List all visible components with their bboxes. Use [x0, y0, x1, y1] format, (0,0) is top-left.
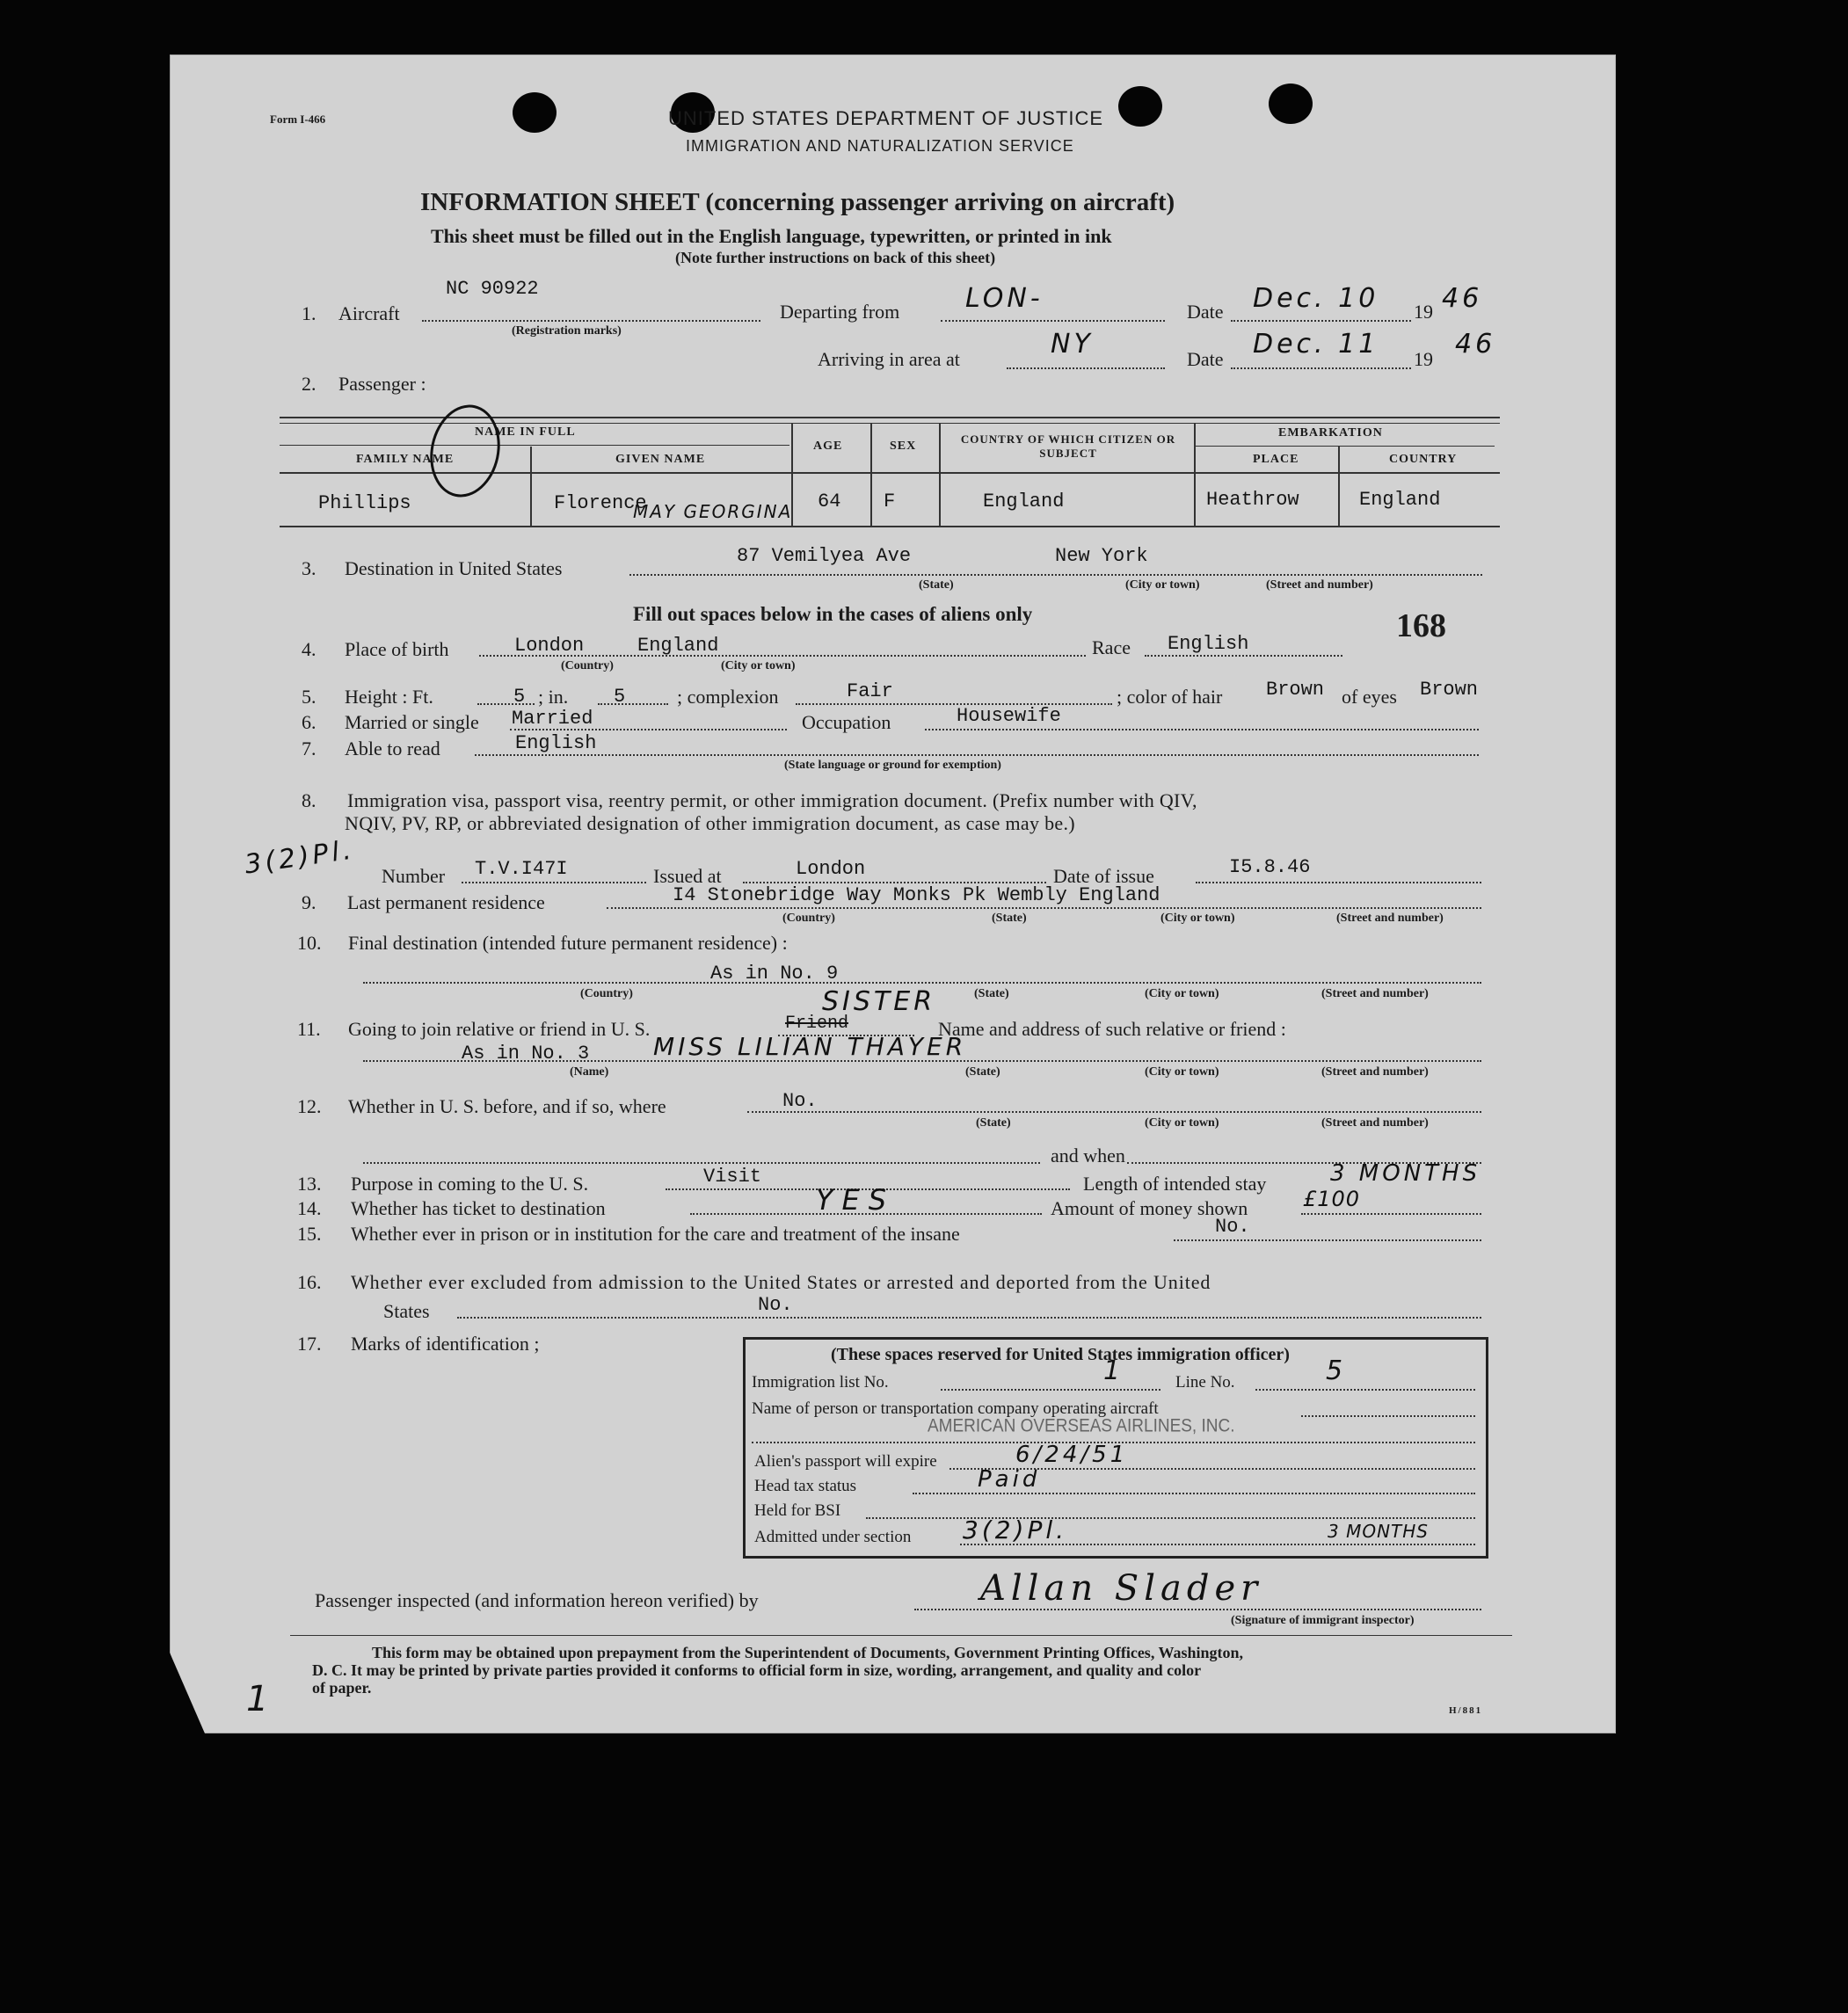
inspected-label: Passenger inspected (and information hereon verified) by	[315, 1589, 759, 1611]
hair-label: ; color of hair	[1117, 686, 1223, 708]
blank-line	[690, 1213, 1042, 1215]
read-value: English	[515, 732, 597, 754]
excluded-value: No.	[758, 1294, 793, 1316]
join-value-handwritten: SISTER	[822, 986, 936, 1017]
item-number: 7.	[302, 738, 316, 759]
section-extra: 3 MONTHS	[1328, 1521, 1429, 1542]
departure-date: Dec. 10	[1253, 283, 1379, 314]
blank-line	[1174, 1239, 1481, 1241]
col-sex: SEX	[890, 440, 917, 453]
issued-value: London	[796, 858, 866, 880]
caption-state: (State)	[965, 1065, 1000, 1079]
visa-text-line1: Immigration visa, passport visa, reentry permit, or other immigration document. (Prefix number with QIV,	[347, 789, 1197, 811]
aircraft-label: Aircraft	[338, 302, 400, 324]
blank-line	[925, 729, 1479, 730]
footer-line1: This form may be obtained upon prepayment from the Superintendent of Documents, Government Printing Offices, Washington,	[372, 1644, 1244, 1661]
caption-language: (State language or ground for exemption)	[784, 759, 1001, 772]
stamp-number: 168	[1396, 607, 1446, 644]
caption-city: (City or town)	[1125, 578, 1200, 592]
blank-line	[363, 1162, 1040, 1164]
arrival-date-label: Date	[1187, 348, 1224, 370]
arrival-date: Dec. 11	[1253, 329, 1379, 360]
item-number: 1.	[302, 302, 316, 324]
purpose-value: Visit	[703, 1166, 762, 1188]
height-ft: 5	[513, 686, 526, 708]
blank-line	[462, 882, 646, 883]
footer-line3: of paper.	[312, 1679, 372, 1697]
col-country-citizen: COUNTRY OF WHICH CITIZEN OR SUBJECT	[960, 432, 1176, 460]
caption-city: (City or town)	[721, 659, 796, 672]
destination-street: 87 Vemilyea Ave	[737, 545, 912, 567]
read-label: Able to read	[345, 738, 440, 759]
residence-value: I4 Stonebridge Way Monks Pk Wembly England	[673, 884, 1160, 906]
punch-hole	[1118, 86, 1162, 127]
given-name-handwritten: MAY GEORGINA	[633, 501, 793, 522]
blank-line	[422, 320, 760, 322]
col-age: AGE	[813, 440, 843, 453]
occupation-value: Housewife	[957, 705, 1061, 727]
blank-line	[941, 1389, 1160, 1391]
birth-label: Place of birth	[345, 638, 449, 660]
footer-line2: D. C. It may be printed by private parties provided it conforms to official form in size, wording, arrangement, and quality and color	[312, 1661, 1202, 1679]
blank-line	[960, 1544, 1475, 1545]
blank-line	[743, 882, 1046, 883]
service-name: IMMIGRATION AND NATURALIZATION SERVICE	[686, 137, 1074, 155]
bsi-label: Held for BSI	[754, 1501, 841, 1520]
page-subtitle: This sheet must be filled out in the English language, typewritten, or printed in ink	[431, 225, 1112, 247]
margin-mark: 1	[246, 1679, 273, 1719]
officer-box-heading: (These spaces reserved for United States immigration officer)	[831, 1345, 1290, 1364]
blank-line	[1255, 1389, 1475, 1391]
section-value: 3(2)Pl.	[963, 1515, 1068, 1544]
item-number: 10.	[297, 932, 322, 954]
table-col-rule	[939, 423, 941, 526]
caption-state: (State)	[976, 1116, 1011, 1130]
table-rule	[1196, 446, 1495, 447]
blank-line	[598, 703, 668, 705]
excluded-label-line2: States	[383, 1300, 430, 1322]
marks-label: Marks of identification ;	[351, 1333, 540, 1355]
prison-value: No.	[1215, 1216, 1250, 1238]
relative-name-label: Name and address of such relative or friend :	[938, 1018, 1286, 1040]
table-rule	[280, 526, 1500, 527]
head-tax-value: Paid	[978, 1466, 1041, 1493]
caption-city: (City or town)	[1145, 1116, 1219, 1130]
caption-street: (Street and number)	[1336, 912, 1444, 925]
issue-date-value: I5.8.46	[1229, 856, 1311, 878]
stay-value: 3 MONTHS	[1330, 1160, 1481, 1187]
caption-city: (City or town)	[1145, 1065, 1219, 1079]
complexion-label: ; complexion	[677, 686, 779, 708]
signature-caption: (Signature of immigrant inspector)	[1231, 1614, 1415, 1627]
blank-line	[363, 1060, 1481, 1062]
caption-state: (State)	[974, 987, 1009, 1000]
stay-label: Length of intended stay	[1083, 1173, 1267, 1195]
blank-line	[1301, 1213, 1481, 1215]
visa-number-label: Number	[382, 865, 446, 887]
blank-line	[1231, 367, 1411, 369]
list-value: 1	[1103, 1355, 1124, 1386]
purpose-label: Purpose in coming to the U. S.	[351, 1173, 589, 1195]
ticket-value: YES	[816, 1183, 896, 1217]
caption-city: (City or town)	[1160, 912, 1235, 925]
prison-label: Whether ever in prison or in institution for the care and treatment of the insane	[351, 1223, 960, 1245]
when-label: and when	[1051, 1145, 1125, 1166]
list-label: Immigration list No.	[752, 1373, 889, 1392]
age-value: 64	[818, 491, 841, 512]
ticket-label: Whether has ticket to destination	[351, 1197, 606, 1219]
table-col-rule	[870, 423, 872, 526]
item-number: 8.	[302, 789, 316, 811]
col-family-name: FAMILY NAME	[356, 453, 455, 466]
footer-rule	[290, 1635, 1512, 1636]
departing-label: Departing from	[780, 301, 900, 323]
page-title: INFORMATION SHEET (concerning passenger arriving on aircraft)	[420, 188, 1175, 216]
blank-line	[363, 982, 1481, 984]
item-number: 14.	[297, 1197, 322, 1219]
caption-street: (Street and number)	[1321, 1065, 1429, 1079]
visa-margin-note: 3(2)Pl.	[243, 834, 357, 881]
print-code: H/881	[1449, 1705, 1483, 1716]
inch-label: ; in.	[538, 686, 569, 708]
line-value: 5	[1326, 1355, 1347, 1386]
arrival-year: 46	[1455, 329, 1496, 360]
blank-line	[479, 655, 1086, 657]
punch-hole	[1269, 84, 1313, 124]
dept-name: UNITED STATES DEPARTMENT OF JUSTICE	[668, 107, 1104, 129]
residence-label: Last permanent residence	[347, 891, 545, 913]
col-given-name: GIVEN NAME	[615, 453, 706, 466]
item-number: 15.	[297, 1223, 322, 1245]
eyes-value: Brown	[1420, 679, 1479, 701]
birth-city: England	[637, 635, 719, 657]
item-number: 9.	[302, 891, 316, 913]
table-col-rule	[530, 447, 532, 526]
departure-year: 46	[1442, 283, 1483, 314]
money-value: £100	[1303, 1187, 1361, 1211]
aliens-heading: Fill out spaces below in the cases of aliens only	[633, 603, 1033, 625]
line-label: Line No.	[1175, 1373, 1235, 1392]
head-tax-label: Head tax status	[754, 1477, 857, 1495]
race-label: Race	[1092, 636, 1131, 658]
section-label: Admitted under section	[754, 1528, 912, 1546]
col-embarkation: EMBARKATION	[1278, 426, 1383, 440]
arriving-value: NY	[1051, 329, 1094, 360]
caption-state: (State)	[992, 912, 1027, 925]
inspector-signature: Allan Slader	[980, 1568, 1263, 1609]
caption-street: (Street and number)	[1266, 578, 1373, 592]
married-label: Married or single	[345, 711, 479, 733]
blank-line	[607, 907, 1481, 909]
eyes-label: of eyes	[1342, 686, 1397, 708]
caption-city: (City or town)	[1145, 987, 1219, 1000]
caption-street: (Street and number)	[1321, 987, 1429, 1000]
blank-line	[477, 703, 535, 705]
caption-country: (Country)	[561, 659, 614, 672]
table-col-rule	[1194, 423, 1196, 526]
final-destination-value: As in No. 9	[710, 963, 839, 985]
torn-corner	[170, 1653, 205, 1733]
visa-text-line2: NQIV, PV, RP, or abbreviated designation of other immigration document, as case may be.)	[345, 812, 1075, 834]
birth-country: London	[514, 635, 585, 657]
blank-line	[1231, 320, 1411, 322]
blank-line	[510, 729, 787, 730]
item-number: 2.	[302, 373, 316, 395]
caption-country: (Country)	[782, 912, 835, 925]
visa-number: T.V.I47I	[475, 858, 568, 880]
table-col-rule	[1338, 447, 1340, 526]
item-number: 5.	[302, 686, 316, 708]
form-number: Form I-466	[270, 113, 326, 126]
final-destination-label: Final destination (intended future permanent residence) :	[348, 932, 788, 954]
embark-country-value: England	[1359, 489, 1441, 511]
blank-line	[1196, 882, 1481, 883]
married-value: Married	[512, 708, 593, 730]
issued-label: Issued at	[653, 865, 722, 887]
join-label: Going to join relative or friend in U. S.	[348, 1018, 651, 1040]
col-name-in-full: NAME IN FULL	[475, 425, 576, 439]
blank-line	[475, 754, 1479, 756]
blank-line	[941, 320, 1165, 322]
item-number: 13.	[297, 1173, 322, 1195]
relative-name-value: As in No. 3	[462, 1043, 590, 1065]
page-note: (Note further instructions on back of this sheet)	[675, 249, 996, 266]
blank-line	[629, 574, 1482, 576]
caption-country: (Country)	[580, 987, 633, 1000]
occupation-label: Occupation	[802, 711, 891, 733]
hair-value: Brown	[1266, 679, 1325, 701]
item-number: 6.	[302, 711, 316, 733]
relative-name-handwritten: MISS LILIAN THAYER	[653, 1032, 967, 1061]
destination-label: Destination in United States	[345, 557, 563, 579]
passport-expire-value: 6/24/51	[1015, 1442, 1129, 1468]
caption-state: (State)	[919, 578, 954, 592]
date-label: Date	[1187, 301, 1224, 323]
before-value: No.	[782, 1090, 818, 1112]
blank-line	[457, 1317, 1481, 1319]
departing-value: LON-	[965, 283, 1044, 314]
money-label: Amount of money shown	[1051, 1197, 1248, 1219]
blank-line	[747, 1111, 1481, 1113]
punch-hole	[513, 92, 557, 133]
item-number: 4.	[302, 638, 316, 660]
col-emb-country: COUNTRY	[1389, 453, 1458, 466]
blank-line	[1301, 1415, 1475, 1417]
height-label: Height : Ft.	[345, 686, 433, 708]
aircraft-value: NC 90922	[446, 278, 539, 300]
sex-value: F	[884, 491, 896, 512]
passenger-label: Passenger :	[338, 373, 426, 395]
caption-name: (Name)	[570, 1065, 609, 1079]
item-number: 11.	[297, 1018, 321, 1040]
registration-caption: (Registration marks)	[512, 324, 622, 338]
blank-line	[866, 1517, 1475, 1519]
table-rule	[280, 445, 789, 446]
citizen-country-value: England	[983, 491, 1065, 512]
arriving-label: Arriving in area at	[818, 348, 960, 370]
item-number: 16.	[297, 1271, 322, 1293]
issue-date-label: Date of issue	[1053, 865, 1154, 887]
height-in: 5	[614, 686, 626, 708]
before-label: Whether in U. S. before, and if so, where	[348, 1095, 666, 1117]
col-place: PLACE	[1253, 453, 1299, 466]
blank-line	[914, 1609, 1481, 1610]
item-number: 3.	[302, 557, 316, 579]
excluded-label-line1: Whether ever excluded from admission to the United States or arrested and deported from the United	[351, 1271, 1211, 1293]
blank-line	[796, 703, 1112, 705]
item-number: 17.	[297, 1333, 322, 1355]
join-value-struck: Friend	[785, 1014, 849, 1034]
blank-line	[1007, 367, 1165, 369]
given-name-value: Florence	[554, 492, 647, 514]
company-stamp: AMERICAN OVERSEAS AIRLINES, INC.	[928, 1415, 1235, 1436]
arrival-year-prefix: 19	[1414, 348, 1433, 370]
year-prefix: 19	[1414, 301, 1433, 323]
blank-line	[913, 1493, 1475, 1494]
item-number: 12.	[297, 1095, 322, 1117]
blank-line	[1145, 655, 1342, 657]
race-value: English	[1168, 633, 1249, 655]
embark-place-value: Heathrow	[1206, 489, 1299, 511]
family-name-value: Phillips	[318, 492, 411, 514]
destination-city: New York	[1055, 545, 1148, 567]
company-label: Name of person or transportation company operating aircraft	[752, 1399, 1159, 1418]
complexion-value: Fair	[847, 680, 893, 702]
passport-expire-label: Alien's passport will expire	[754, 1452, 937, 1471]
caption-street: (Street and number)	[1321, 1116, 1429, 1130]
